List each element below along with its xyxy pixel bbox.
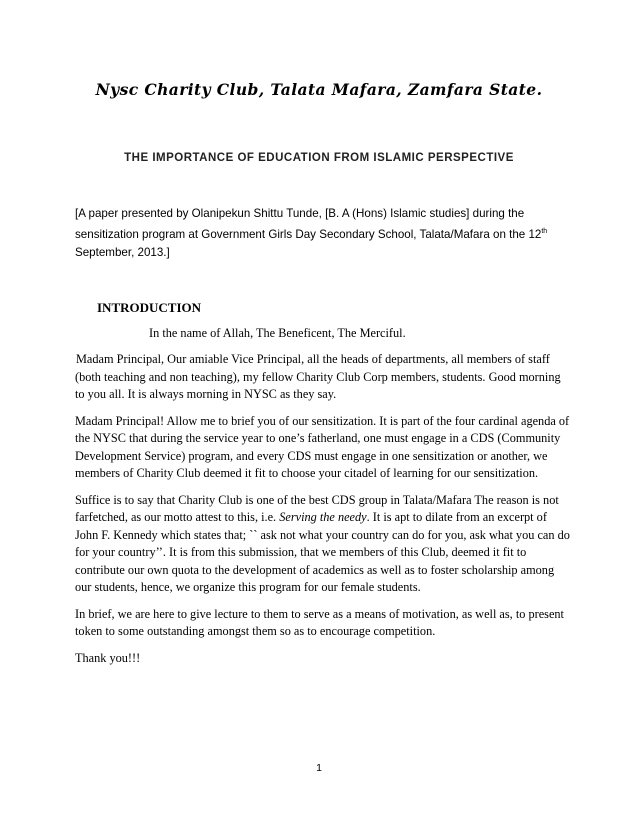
paragraph-charity-club: [75, 492, 570, 597]
paragraph-purpose: In brief, we are here to give lecture to them to serve as a means of motivation, as well as, to present token to some outstanding amongst them so as to encourage competition.: [75, 606, 564, 638]
paragraph-greeting: Madam Principal, Our amiable Vice Principal, all the heads of departments, all members of staff (both teaching and non teaching), my fellow Charity Club Corp members, students. Good morning to you all. It is always morning in NYSC as they say.: [75, 352, 561, 401]
ordinal-suffix: th: [541, 228, 548, 235]
invocation-line: In the name of Allah, The Beneficent, The Merciful.: [149, 326, 406, 340]
presentation-note-line-2-text: sensitization program at Government Girls Day Secondary School, Talata/Mafara on the 12: [75, 227, 542, 241]
club-title: Nysc Charity Club, Talata Mafara, Zamfara State.: [95, 80, 543, 99]
paragraph-thanks: Thank you!!!: [75, 650, 141, 665]
introduction-heading: INTRODUCTION: [97, 300, 202, 315]
presentation-note: [75, 205, 565, 262]
presentation-note-line-1: [A paper presented by Olanipekun Shittu Tunde, [B. A (Hons) Islamic studies] during the: [75, 207, 525, 220]
presentation-note-line-2: [75, 223, 565, 244]
paragraph-sensitization: Madam Principal! Allow me to brief you of our sensitization. It is part of the four cardinal agenda of the NYSC that during the service year to one’s fatherland, one must engage in a CDS (Community Development Service) program, and every CDS must engage in one sensitization or another, we members of Charity Club deemed it fit to choose your citadel of learning for our sensitization.: [75, 413, 570, 480]
club-motto: Serving the needy: [279, 510, 367, 524]
page-number: 1: [316, 762, 322, 774]
presentation-note-line-3: September, 2013.]: [75, 245, 170, 259]
paragraph-charity-club-start: Suffice is to say that Charity Club is one of the best CDS group in Talata/Mafara The reason is not farfetched, as our motto attest to this, i.e.: [75, 492, 559, 524]
paper-title: THE IMPORTANCE OF EDUCATION FROM ISLAMIC PERSPECTIVE: [124, 152, 514, 164]
body-text: [75, 351, 570, 676]
paragraph-charity-club-end: . It is apt to dilate from an excerpt of John F. Kennedy which states that; `` ask not what your country can do for you, ask what you can do for your country’’. It is from this submission, that we members of this Club, deemed it fit to contribute our own quota to the development of academics as well as to foster scholarship among our students, hence, we organize this program for our female students.: [75, 510, 570, 594]
